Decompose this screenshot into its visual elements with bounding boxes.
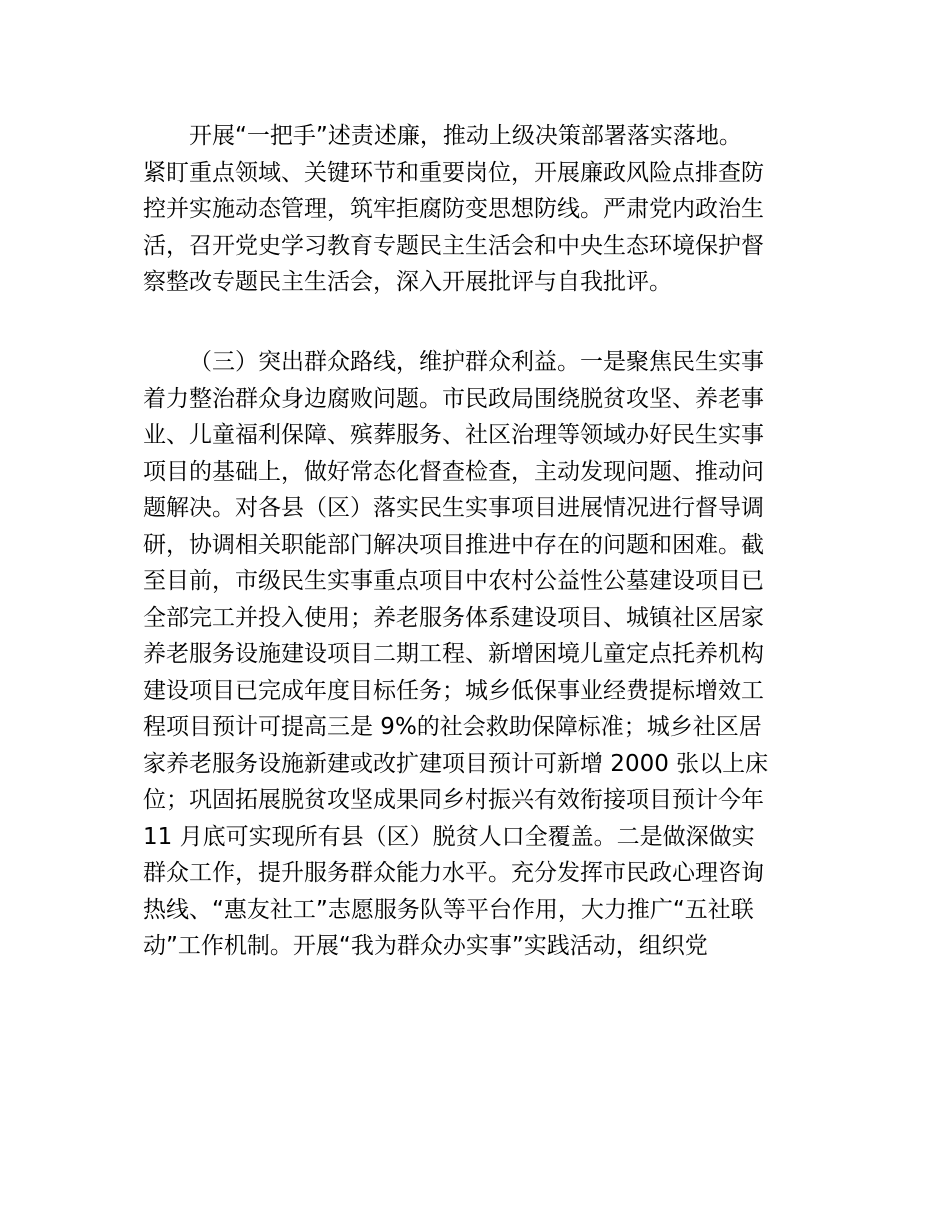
text-line: （三）突出群众路线，维护群众利益。一是聚焦民生实事 xyxy=(189,349,764,375)
text-line: 研，协调相关职能部门解决项目推进中存在的问题和困难。截 xyxy=(143,531,764,558)
text-line: 群众工作，提升服务群众能力水平。充分发挥市民政心理咨询 xyxy=(143,860,764,886)
text-line: 建设项目已完成年度目标任务；城乡低保事业经费提标增效工 xyxy=(143,677,764,704)
text-line: 动”工作机制。开展“我为群众办实事”实践活动，组织党 xyxy=(143,933,708,959)
text-line: 控并实施动态管理，筑牢拒腐防变思想防线。严肃党内政治生 xyxy=(143,196,764,222)
text-line: 着力整治群众身边腐败问题。市民政局围绕脱贫攻坚、养老事 xyxy=(143,385,764,412)
text-line: 至目前，市级民生实事重点项目中农村公益性公墓建设项目已 xyxy=(143,568,764,594)
paragraph-accountability xyxy=(143,118,813,301)
text-line: 热线、“惠友社工”志愿服务队等平台作用，大力推广“五社联 xyxy=(143,896,754,923)
text-line: 程项目预计可提高三是 9%的社会救助保障标准；城乡社区居 xyxy=(143,714,762,740)
text-line: 养老服务设施建设项目二期工程、新增困境儿童定点托养机构 xyxy=(143,641,764,667)
text-line: 察整改专题民主生活会，深入开展批评与自我批评。 xyxy=(143,269,672,295)
text-line: 紧盯重点领域、关键环节和重要岗位，开展廉政风险点排查防 xyxy=(143,159,764,186)
paragraph-mass-line xyxy=(143,344,813,965)
text-line: 开展“一把手”述责述廉，推动上级决策部署落实落地。 xyxy=(189,123,742,149)
text-line: 位；巩固拓展脱贫攻坚成果同乡村振兴有效衔接项目预计今年 xyxy=(143,787,764,813)
text-line: 家养老服务设施新建或改扩建项目预计可新增 2000 张以上床 xyxy=(143,750,769,777)
text-line: 业、儿童福利保障、殡葬服务、社区治理等领域办好民生实事 xyxy=(143,422,764,448)
text-line: 项目的基础上，做好常态化督查检查，主动发现问题、推动问 xyxy=(143,458,764,485)
text-line: 题解决。对各县（区）落实民生实事项目进展情况进行督导调 xyxy=(143,495,764,521)
text-line: 全部完工并投入使用；养老服务体系建设项目、城镇社区居家 xyxy=(143,604,764,631)
text-line: 11 月底可实现所有县（区）脱贫人口全覆盖。二是做深做实 xyxy=(143,823,755,850)
text-line: 活，召开党史学习教育专题民主生活会和中央生态环境保护督 xyxy=(143,232,764,259)
